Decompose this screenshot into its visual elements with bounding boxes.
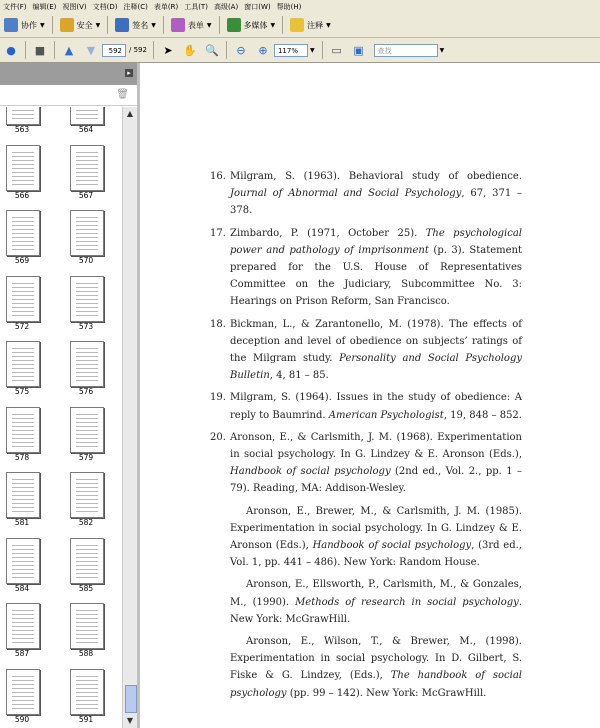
thumbnail-label: 587 [14, 649, 30, 658]
sub-reference-entry [230, 633, 522, 702]
page-thumbnail[interactable] [6, 538, 40, 584]
thumbnail-label: 575 [14, 387, 30, 396]
select-tool-icon[interactable]: ➤ [163, 43, 173, 57]
reference-text: Aronson, E., Wilson, T., & Brewer, M., (1998). Experimentation in social psychology. In D. Gilbert, S. Fiske & G. Lindzey, (Eds.), [230, 636, 522, 682]
sub-reference-entry [230, 503, 522, 572]
next-page-button[interactable]: ▼ [86, 43, 96, 57]
toolbar-divider [219, 16, 220, 34]
search-input[interactable]: 查找 [374, 44, 438, 57]
toolbar-divider [107, 16, 108, 34]
page-thumbnail[interactable] [70, 603, 104, 649]
reference-text: , 4, 81 – 85. [269, 370, 329, 382]
reference-body [230, 168, 522, 220]
reference-entry [210, 389, 598, 423]
page-total: / 592 [129, 46, 147, 54]
reference-number: 20. [210, 431, 226, 443]
menu-advanced[interactable]: 高级(A) [213, 2, 239, 11]
reference-number: 16. [210, 171, 226, 182]
reference-body [230, 429, 522, 498]
menu-tools[interactable]: 工具(T) [184, 2, 208, 11]
page-thumbnail[interactable] [6, 341, 40, 387]
reference-entry [210, 316, 598, 385]
collaborate-icon [4, 18, 18, 32]
page-thumbnail[interactable] [70, 669, 104, 715]
reference-text: Aronson, E., Brewer, M., & Carlsmith, J. M. (1985). Experimentation in social psychology. In G. Lindzey & E. Aronson (Eds.), [230, 505, 522, 552]
page-thumbnail[interactable] [6, 603, 40, 649]
thumbnail-label: 569 [14, 256, 30, 265]
scroll-down-icon[interactable]: ▼ [126, 716, 134, 725]
page-thumbnail[interactable] [70, 472, 104, 518]
reference-source-title: Methods of research in social psychology [295, 596, 519, 608]
menu-document[interactable]: 文档(D) [92, 2, 118, 11]
page-thumbnail[interactable] [6, 145, 40, 191]
reference-source-title: Handbook of social psychology [312, 540, 472, 552]
thumbnail-label: 566 [14, 190, 30, 200]
chevron-down-icon[interactable]: ▼ [439, 46, 445, 54]
comment-button[interactable] [286, 15, 335, 35]
menu-file[interactable]: 文件(F) [3, 2, 27, 11]
reference-source-title: The psychological power and pathology of imprisonment [230, 227, 523, 256]
reference-entry [210, 225, 598, 311]
panel-options-icon[interactable]: ▸ [125, 69, 133, 77]
thumbnail-label: 567 [78, 190, 94, 200]
toolbar-divider [226, 41, 227, 59]
reference-text: . New York: McGrawHill. [230, 596, 522, 625]
thumbnail-label: 570 [78, 256, 94, 265]
collaborate-button[interactable] [0, 15, 49, 35]
menu-help[interactable]: 帮助(H) [276, 2, 302, 11]
collaborate-label: 协作 [21, 20, 37, 30]
zoom-out-button[interactable]: ⊖ [236, 43, 246, 57]
form-icon [171, 18, 185, 32]
zoom-level-field[interactable]: 117% [274, 44, 308, 57]
chevron-down-icon: ▼ [326, 21, 331, 29]
page-thumbnails [0, 107, 122, 728]
fit-width-icon[interactable]: ▣ [353, 43, 364, 57]
page-thumbnail[interactable] [6, 276, 40, 322]
page-thumbnail[interactable] [6, 407, 40, 453]
sub-reference-entry [230, 576, 522, 628]
chevron-down-icon[interactable]: ▼ [309, 46, 315, 54]
reference-text: Milgram, S. (1963). Behavioral study of obedience. [230, 171, 522, 182]
reference-source-title: Journal of Abnormal and Social Psychology [230, 188, 462, 200]
comment-label: 注释 [307, 20, 324, 30]
reference-entry [210, 429, 598, 498]
previous-page-button[interactable]: ▲ [64, 43, 74, 57]
reference-body [230, 225, 522, 311]
page-thumbnail[interactable] [6, 210, 40, 256]
chevron-down-icon: ▼ [270, 21, 276, 29]
menu-view[interactable]: 视图(V) [62, 2, 87, 11]
secure-label: 安全 [76, 20, 93, 30]
thumbnail-label: 578 [14, 452, 30, 462]
reference-text: (pp. 99 – 142). New York: McGrawHill. [286, 687, 487, 699]
multimedia-label: 多媒体 [243, 20, 268, 30]
reference-text: Bickman, L., & Zarantonello, M. (1978). The effects of deception and level of obedience on subjects’ ratings of the Milgram study. [230, 318, 522, 365]
comment-icon [290, 18, 304, 32]
menu-comments[interactable]: 注释(C) [123, 2, 148, 11]
toolbar-divider [163, 16, 164, 34]
reference-source-title: American Psychologist [328, 409, 444, 421]
page-thumbnail[interactable] [70, 145, 104, 191]
hand-tool-icon[interactable]: ✋ [183, 43, 197, 57]
page-thumbnail[interactable] [6, 669, 40, 715]
page-thumbnail[interactable] [6, 472, 40, 518]
page-thumbnail[interactable] [6, 107, 40, 125]
page-number-input[interactable]: 592 [102, 44, 126, 57]
scroll-up-icon[interactable]: ▲ [126, 109, 134, 118]
sign-label: 签名 [132, 20, 149, 30]
chevron-down-icon: ▼ [95, 21, 101, 29]
thumbnail-label: 581 [14, 518, 30, 527]
toolbar-divider [322, 41, 323, 59]
thumbnail-label: 563 [14, 125, 30, 134]
reference-text: Aronson, E., Ellsworth, P., Carlsmith, M., & Gonzales, M., (1990). [230, 579, 522, 608]
reference-text: , 19, 848 – 852. [443, 409, 522, 421]
reference-text: Aronson, E., & Carlsmith, J. M. (1968). Experimentation in social psychology. In G. Lindzey & E. Aronson (Eds.), [230, 431, 522, 461]
forms-label: 表单 [187, 20, 204, 30]
toolbar-divider [52, 16, 53, 34]
save-icon[interactable]: ■ [34, 43, 46, 57]
toolbar-divider [25, 41, 26, 59]
toolbar-divider [282, 16, 283, 34]
thumbnail-label: 573 [78, 321, 94, 331]
reference-text: , (3rd ed., Vol. 1, pp. 441 – 486). New York: Random House. [230, 540, 522, 569]
panel-header [0, 63, 137, 85]
toolbar-divider [153, 41, 154, 59]
chevron-down-icon: ▼ [206, 21, 212, 29]
secure-button[interactable] [56, 15, 105, 35]
multimedia-icon [227, 18, 241, 32]
page-thumbnail[interactable] [70, 107, 104, 125]
menu-forms[interactable]: 表单(R) [153, 2, 179, 11]
page-thumbnail[interactable] [70, 276, 104, 322]
pen-icon [115, 18, 129, 32]
thumbnail-label: 576 [78, 387, 94, 396]
reference-body [230, 316, 522, 385]
reference-text: Zimbardo, P. (1971, October 25). [230, 227, 426, 239]
menu-edit[interactable]: 编辑(E) [32, 2, 57, 11]
page-thumbnail[interactable] [70, 210, 104, 256]
zoom-in-button[interactable]: ⊕ [258, 43, 268, 57]
document-page [140, 63, 600, 728]
reference-list [210, 168, 598, 707]
navigation-toolbar [0, 38, 600, 63]
trash-icon[interactable]: 🗑 [116, 89, 129, 100]
reference-text: (2nd ed., Vol. 2., pp. 1 – 79). Reading, MA: Addison-Wesley. [230, 466, 522, 495]
thumbnail-label: 564 [78, 125, 94, 134]
menu-window[interactable]: 窗口(W) [244, 2, 271, 11]
reference-text: Milgram, S. (1964). Issues in the study of obedience: A reply to Baumrind. [230, 392, 522, 421]
reference-entry [210, 168, 598, 220]
reference-text: , 67, 371 – 378. [230, 188, 522, 217]
chevron-down-icon: ▼ [40, 21, 45, 29]
thumbnail-scrollbar[interactable] [122, 107, 137, 728]
thumbnail-label: 572 [14, 321, 30, 331]
page-thumbnail[interactable] [70, 341, 104, 387]
fit-page-icon[interactable]: ▭ [331, 43, 342, 57]
menu-bar [0, 0, 600, 14]
thumbnail-label: 590 [14, 714, 30, 724]
panel-toolbar [0, 85, 137, 106]
page-thumbnail[interactable] [70, 538, 104, 584]
thumbnail-label: 588 [78, 649, 94, 658]
pages-panel [0, 63, 138, 728]
reference-number: 19. [210, 392, 226, 404]
thumbnail-label: 584 [14, 583, 30, 593]
chevron-down-icon: ▼ [151, 21, 156, 29]
thumbnail-label: 579 [78, 452, 94, 462]
page-thumbnail[interactable] [70, 407, 104, 453]
zoom-tool-icon[interactable]: 🔍 [205, 43, 219, 57]
forms-button[interactable] [167, 15, 216, 35]
scroll-thumb[interactable] [125, 685, 137, 713]
lock-icon [60, 18, 74, 32]
multimedia-button[interactable] [223, 15, 280, 35]
reference-number: 18. [210, 318, 226, 330]
reference-body [230, 389, 522, 423]
thumbnail-label: 582 [78, 518, 94, 527]
thumbnail-label: 591 [78, 714, 94, 724]
reference-number: 17. [210, 227, 226, 239]
reference-source-title: Personality and Social Psychology Bulletin [230, 353, 523, 382]
sign-button[interactable] [111, 15, 160, 35]
toolbar-divider [54, 41, 55, 59]
reference-source-title: Handbook of social psychology [230, 466, 391, 478]
thumbnail-label: 585 [78, 583, 94, 593]
find-icon[interactable]: ● [6, 43, 16, 57]
task-toolbar [0, 13, 600, 38]
reference-source-title: The handbook of social psychology [230, 670, 522, 699]
reference-text: (p. 3). Statement prepared for the U.S. House of Representatives Committee on the Judiciary, Subcommittee No. 3: Hearings on Prison Reform, San Francisco. [230, 244, 523, 308]
